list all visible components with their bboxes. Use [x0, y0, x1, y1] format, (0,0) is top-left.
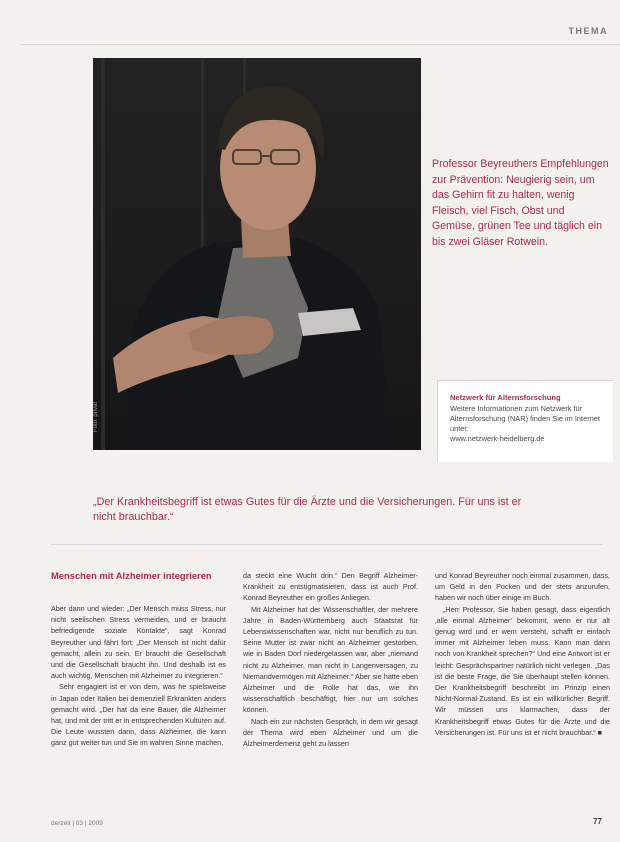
text-column-1 — [51, 603, 226, 749]
info-box — [437, 380, 613, 462]
paragraph: Mit Alzheimer hat der Wissenschaftler, der mehrere Jahre in Baden-Württemberg auch Staatsrat für Lebenswissenschaften war, nicht nur beruflich zu tun. Seine Mutter ist zwar nicht an Alzheimer gestorben, wie in Baden Dorf niedergelassen war, aber „niemand nicht zu Alzheimer, man nicht in Langenversagen, zu Niemandvermögen mit Alzheimer.“ Aber sie hatte eben Alzheimer und die Rolle hat das, wie ihn wissenschaftlich beschäftigt, hier nur um solches können. — [243, 604, 418, 715]
pull-quote: „Der Krankheitsbegriff ist etwas Gutes für die Ärzte und die Versicherungen. Für uns ist er nicht brauchbar.“ — [93, 496, 522, 523]
info-box-url[interactable]: www.netzwerk-heidelberg.de — [450, 434, 545, 443]
text-column-3 — [435, 570, 610, 738]
issue-info: derzeit | 03 | 2009 — [51, 820, 103, 827]
header-rule — [20, 44, 620, 45]
paragraph: Aber dann und wieder: „Der Mensch muss Stress, nur nicht seelischen Stress vermeiden, und er braucht befriedigende soziale Kontakte“, sagt Konrad Beyreuther und fährt fort: „Der Mensch ist nicht dafür gemacht, allein zu sein. Er braucht die Gesellschaft und die Gesellschaft braucht ihn. Und deshalb ist es auch wichtig, Menschen mit Alzheimer zu integrieren.“ — [51, 604, 226, 681]
subheading: Menschen mit Alzheimer integrieren — [51, 570, 212, 581]
paragraph: und Konrad Beyreuther noch einmal zusammen, dass, um Geld in den Pocken und der stets anzurufen, haben wir noch über einige im Buch. — [435, 571, 610, 603]
photo-credit: Foto: privat — [93, 401, 100, 433]
photo-caption: Professor Beyreuthers Empfehlungen zur Prävention: Neugierig sein, um das Gehirn fit zu halten, wenig Fleisch, viel Fisch, Obst und Gemüse, grünen Tee und täglich ein bis zwei Gläser Rotwein. — [432, 158, 609, 248]
paragraph: da steckt eine Wucht drin.“ Den Begriff Alzheimer-Krankheit zu entstigmatisieren, dass ist auch Prof. Konrad Beyreuther ein großes Anliegen. — [243, 571, 418, 603]
info-box-title: Netzwerk für Alternsforschung — [450, 393, 561, 402]
paragraph: Sehr engagiert ist er von dem, was he spielsweise in Japan oder Italien bei demenziell Erkrankten anders gemacht wird. „Der hat da eine Bauer, die Alzheimer hat, und mit der tritt er in entsprechenden Kulturen auf. Die Leute wussten dann, dass Alzheimer, die kann ganz gut weiter tun und Sie im wahren Sinne machen, — [51, 682, 226, 748]
person-figure — [93, 58, 421, 450]
info-box-text: Weitere Informationen zum Netzwerk für Alternsforschung (NAR) finden Sie im Internet unter: — [450, 404, 600, 433]
page-number: 77 — [593, 817, 602, 826]
quote-divider — [51, 544, 602, 545]
section-label: THEMA — [568, 26, 608, 36]
text-column-2 — [243, 570, 418, 749]
paragraph: Nach ein zur nächsten Gespräch, in dem wir gesagt der Thema wird eben Alzheimer und um die Alzheimerdemenz geht zu lassen — [243, 716, 418, 749]
paragraph: „Herr Professor, Sie haben gesagt, dass eigentlich ‚alle einmal Alzheimer‘ bekommt, wenn er nur alt genug wird und er wem versteht, schafft er einfach immer mit Alzheimer leben muss. Kann man dann noch von Krankheit sprechen?“ Und eine Antwort ist er leicht: Gesprächspartner natürlich nicht verlegen. „Das ist die beste Frage, die Sie überhaupt stellen können. Der Krankheitsbegriff beschreibt im Prinzip einen Nicht-Normal-Zustand. Es ist ein willkürlicher Begriff. Wir müssen uns klarmachen, dass der Krankheitsbegriff etwas Gutes für die Ärzte und die Versicherungen ist. Für uns ist er nicht brauchbar.“ ■ — [435, 604, 610, 737]
portrait-photo — [93, 58, 421, 450]
